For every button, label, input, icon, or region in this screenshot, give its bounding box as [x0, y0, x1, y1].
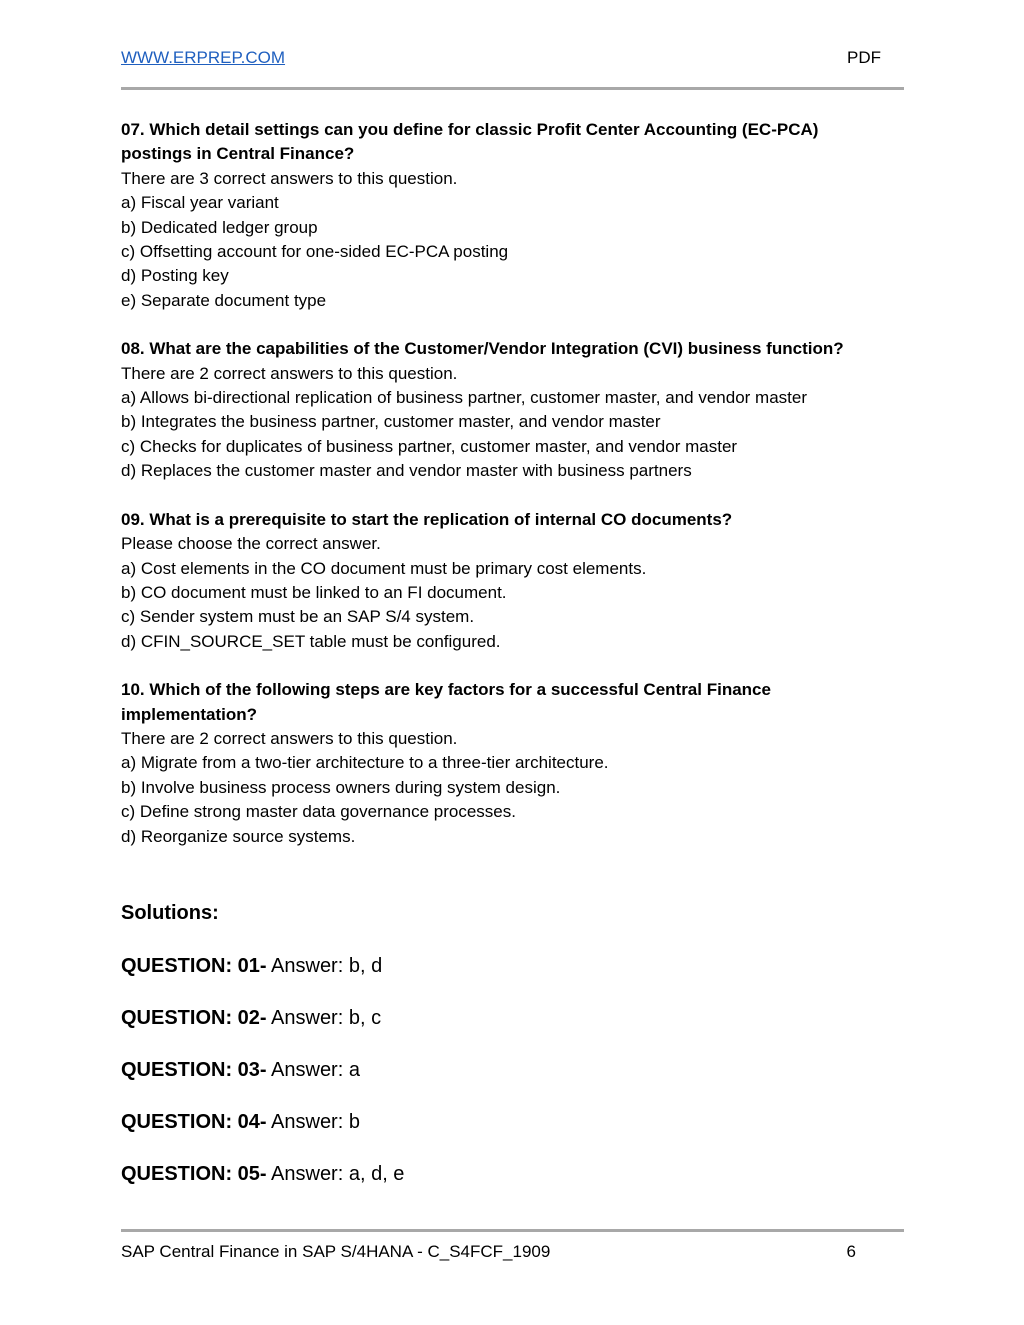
answer-option: b) Integrates the business partner, customer master, and vendor master [121, 412, 661, 432]
answer-option: b) CO document must be linked to an FI document. [121, 582, 507, 602]
question-title: 09. What is a prerequisite to start the replication of internal CO documents? [121, 509, 733, 529]
question-title: 08. What are the capabilities of the Customer/Vendor Integration (CVI) business function? [121, 339, 844, 359]
question-title: 10. Which of the following steps are key factors for a successful Central Finance implementation? [121, 680, 771, 724]
footer-divider [121, 1229, 904, 1232]
answer-option: d) CFIN_SOURCE_SET table must be configured. [121, 631, 501, 651]
solutions-list [121, 954, 404, 1214]
pdf-label: PDF [847, 48, 881, 67]
questions-section [121, 118, 891, 873]
answer-option: a) Fiscal year variant [121, 193, 279, 213]
question-instruction: There are 2 correct answers to this question. [121, 728, 458, 748]
solution-answer: Answer: b, c [271, 1007, 382, 1029]
question-08 [121, 337, 891, 483]
page-number: 6 [846, 1242, 856, 1261]
solution-question: QUESTION: 04- [121, 1111, 267, 1133]
question-instruction: Please choose the correct answer. [121, 534, 381, 554]
header-divider [121, 87, 904, 90]
answer-option: c) Offsetting account for one-sided EC-PCA posting [121, 242, 509, 262]
answer-option: a) Migrate from a two-tier architecture to a three-tier architecture. [121, 753, 609, 773]
question-10 [121, 678, 891, 849]
page-header [121, 48, 903, 72]
solution-row [121, 1058, 404, 1110]
solution-question: QUESTION: 05- [121, 1163, 267, 1185]
solutions-heading: Solutions: [121, 902, 219, 924]
solution-row [121, 1162, 404, 1214]
question-title: 07. Which detail settings can you define for classic Profit Center Accounting (EC-PCA) postings in Central Finance? [121, 120, 819, 164]
answer-option: c) Checks for duplicates of business partner, customer master, and vendor master [121, 436, 738, 456]
solution-row [121, 1006, 404, 1058]
question-09 [121, 508, 891, 654]
answer-option: c) Define strong master data governance processes. [121, 802, 516, 822]
question-instruction: There are 3 correct answers to this question. [121, 168, 458, 188]
answer-option: c) Sender system must be an SAP S/4 system. [121, 607, 475, 627]
solution-question: QUESTION: 01- [121, 955, 267, 977]
solution-answer: Answer: a [271, 1059, 360, 1081]
question-instruction: There are 2 correct answers to this question. [121, 363, 458, 383]
solution-answer: Answer: a, d, e [271, 1163, 405, 1185]
solution-question: QUESTION: 03- [121, 1059, 267, 1081]
answer-option: b) Dedicated ledger group [121, 217, 318, 237]
answer-option: d) Posting key [121, 266, 229, 286]
answer-option: b) Involve business process owners during system design. [121, 777, 561, 797]
answer-option: d) Reorganize source systems. [121, 826, 356, 846]
answer-option: d) Replaces the customer master and vendor master with business partners [121, 461, 692, 481]
answer-option: a) Cost elements in the CO document must be primary cost elements. [121, 558, 647, 578]
solution-question: QUESTION: 02- [121, 1007, 267, 1029]
solution-answer: Answer: b, d [271, 955, 383, 977]
site-link[interactable]: WWW.ERPREP.COM [121, 48, 286, 67]
answer-option: e) Separate document type [121, 290, 327, 310]
answer-option: a) Allows bi-directional replication of business partner, customer master, and vendor master [121, 388, 807, 408]
solution-row [121, 954, 404, 1006]
solution-answer: Answer: b [271, 1111, 360, 1133]
question-07 [121, 118, 891, 313]
solution-row [121, 1110, 404, 1162]
footer-title: SAP Central Finance in SAP S/4HANA - C_S4FCF_1909 [121, 1242, 551, 1261]
